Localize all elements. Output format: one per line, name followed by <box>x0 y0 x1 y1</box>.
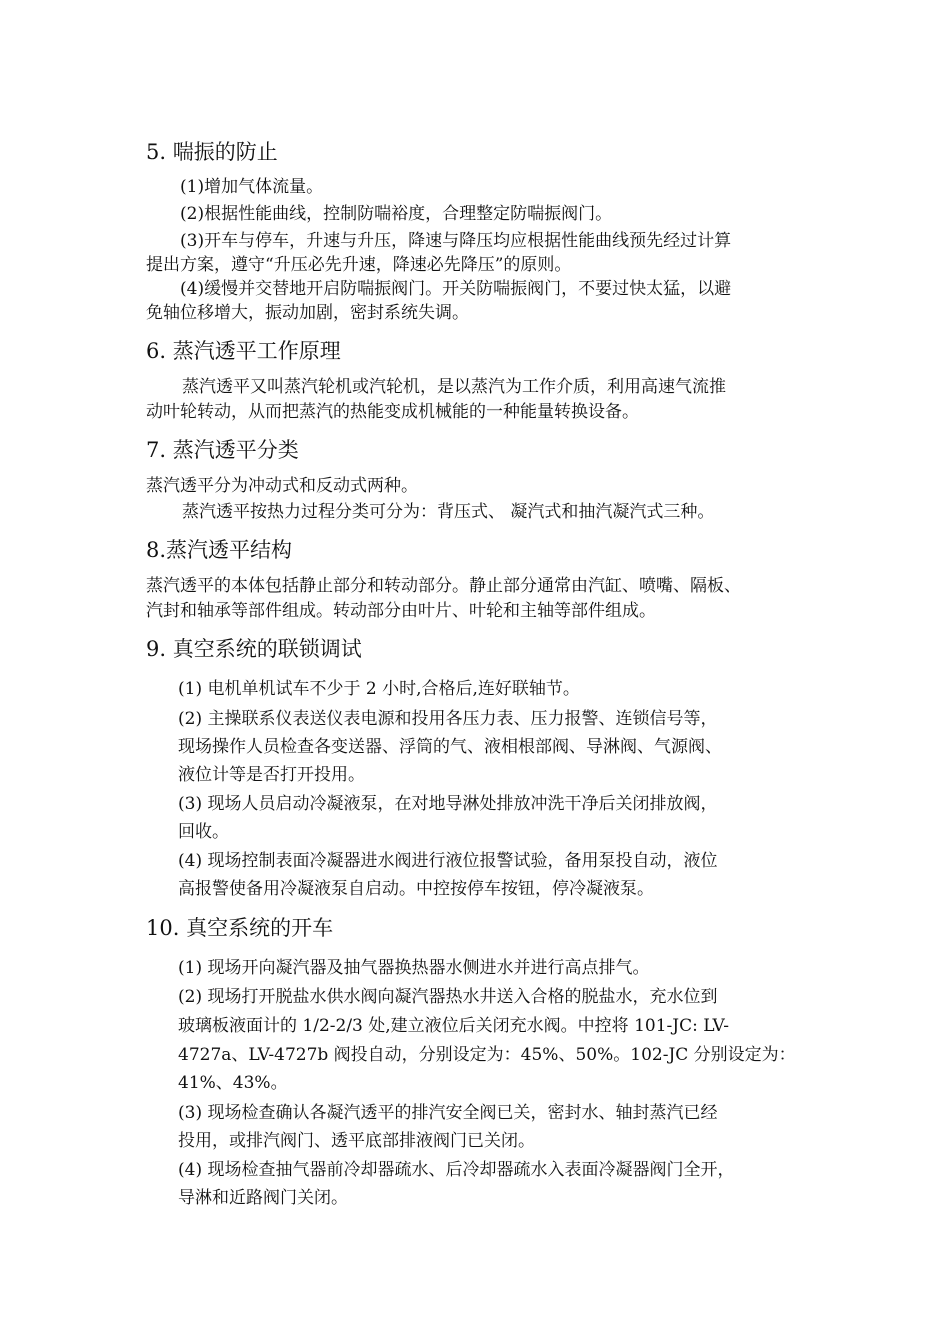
section-7-line-1: 蒸汽透平分为冲动式和反动式两种。 <box>146 476 418 496</box>
section-9-line-7: (4) 现场控制表面冷凝器进水阀进行液位报警试验，备用泵投自动，液位 <box>178 851 718 871</box>
section-9-line-6: 回收。 <box>178 822 229 842</box>
section-10-line-2: (2) 现场打开脱盐水供水阀向凝汽器热水井送入合格的脱盐水，充水位到 <box>178 987 718 1007</box>
section-10-line-1: (1) 现场开向凝汽器及抽气器换热器水侧进水并进行高点排气。 <box>178 958 650 978</box>
section-9-line-5: (3) 现场人员启动冷凝液泵，在对地导淋处排放冲洗干净后关闭排放阀， <box>178 794 718 814</box>
section-8-line-1: 蒸汽透平的本体包括静止部分和转动部分。静止部分通常由汽缸、喷嘴、隔板、 <box>146 576 741 596</box>
section-5-line-4: 提出方案，遵守“升压必先升速，降速必先降压”的原则。 <box>146 255 572 275</box>
section-5-heading: 5. 喘振的防止 <box>146 140 278 164</box>
section-8-heading: 8.蒸汽透平结构 <box>146 538 293 562</box>
section-7-line-2: 蒸汽透平按热力过程分类可分为：背压式、 凝汽式和抽汽凝汽式三种。 <box>182 502 715 522</box>
section-6-line-1: 蒸汽透平又叫蒸汽轮机或汽轮机，是以蒸汽为工作介质，利用高速气流推 <box>182 377 726 397</box>
section-9-line-2: (2) 主操联系仪表送仪表电源和投用各压力表、压力报警、连锁信号等， <box>178 709 718 729</box>
section-9-heading: 9. 真空系统的联锁调试 <box>146 637 362 661</box>
section-10-line-8: (4) 现场检查抽气器前冷却器疏水、后冷却器疏水入表面冷凝器阀门全开， <box>178 1160 735 1180</box>
section-10-line-3: 玻璃板液面计的 1/2-2/3 处,建立液位后关闭充水阀。中控将 101-JC: LV- <box>178 1016 729 1036</box>
section-5-line-3: (3)开车与停车，升速与升压，降速与降压均应根据性能曲线预先经过计算 <box>180 231 732 251</box>
section-10-line-5: 41%、43%。 <box>178 1073 288 1093</box>
section-7-heading: 7. 蒸汽透平分类 <box>146 438 299 462</box>
section-9-line-4: 液位计等是否打开投用。 <box>178 765 365 785</box>
section-9-line-3: 现场操作人员检查各变送器、浮筒的气、液相根部阀、导淋阀、气源阀、 <box>178 737 722 757</box>
section-5-line-5: (4)缓慢并交替地开启防喘振阀门。开关防喘振阀门，不要过快太猛，以避 <box>180 279 732 299</box>
section-6-heading: 6. 蒸汽透平工作原理 <box>146 339 341 363</box>
section-9-line-1: (1) 电机单机试车不少于 2 小时,合格后,连好联轴节。 <box>178 679 580 699</box>
section-10-line-4: 4727a、LV-4727b 阀投自动，分别设定为：45%、50%。102-JC 分别设定为： <box>178 1045 796 1065</box>
section-5-line-6: 免轴位移增大，振动加剧，密封系统失调。 <box>146 303 469 323</box>
section-10-heading: 10. 真空系统的开车 <box>146 916 334 940</box>
section-5-line-2: (2)根据性能曲线，控制防喘裕度，合理整定防喘振阀门。 <box>180 204 613 224</box>
section-9-line-8: 高报警使备用冷凝液泵自启动。中控按停车按钮，停冷凝液泵。 <box>178 879 654 899</box>
section-10-line-7: 投用，或排汽阀门、透平底部排液阀门已关闭。 <box>178 1131 535 1151</box>
section-10-line-6: (3) 现场检查确认各凝汽透平的排汽安全阀已关，密封水、轴封蒸汽已经 <box>178 1103 718 1123</box>
section-6-line-2: 动叶轮转动，从而把蒸汽的热能变成机械能的一种能量转换设备。 <box>146 402 639 422</box>
section-10-line-9: 导淋和近路阀门关闭。 <box>178 1188 348 1208</box>
section-5-line-1: (1)增加气体流量。 <box>180 177 324 197</box>
section-8-line-2: 汽封和轴承等部件组成。转动部分由叶片、叶轮和主轴等部件组成。 <box>146 601 656 621</box>
